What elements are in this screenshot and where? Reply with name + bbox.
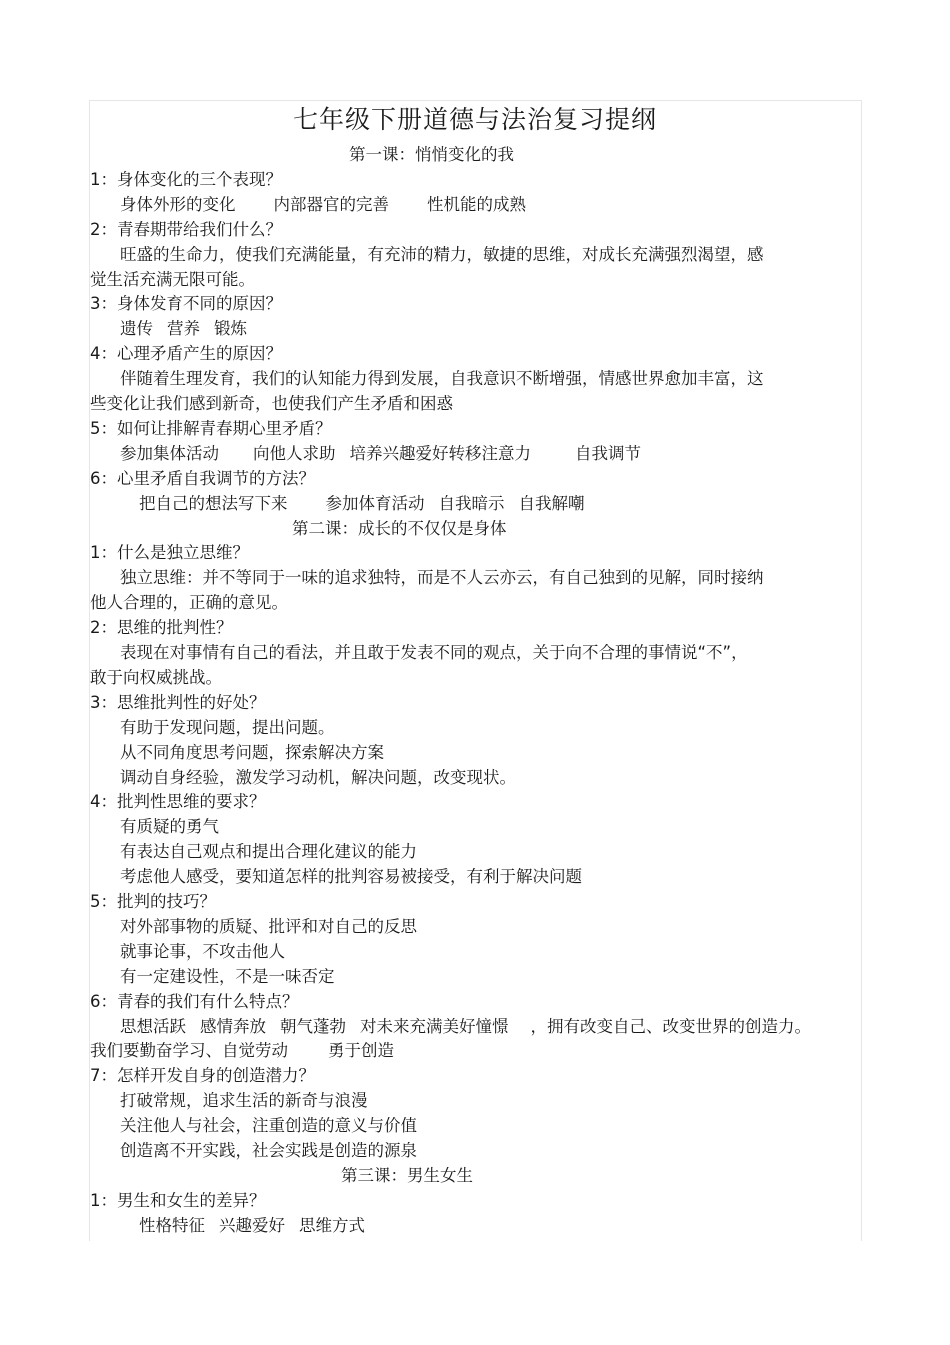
question: 3：思维批判性的好处？ — [90, 692, 266, 712]
answer-line — [120, 841, 417, 863]
question: 6：青春的我们有什么特点？ — [90, 991, 299, 1011]
answer-segment: 遗传 — [120, 319, 153, 339]
lesson-heading: 第二课：成长的不仅仅是身体 — [292, 518, 507, 538]
answer-segment: 营养 — [167, 319, 200, 339]
answer-segment: 表现在对事情有自己的看法，并且敢于发表不同的观点，关于向不合理的事情说“不”， — [120, 643, 748, 662]
answer-segment: 兴趣爱好 — [219, 1215, 285, 1235]
answer-segment: 我们要勤奋学习、自觉劳动 — [90, 1041, 288, 1061]
answer-line — [139, 1215, 365, 1237]
answer-segment: 觉生活充满无限可能。 — [90, 269, 255, 289]
answer-segment: 些变化让我们感到新奇，也使我们产生矛盾和困惑 — [90, 394, 453, 413]
question: 2：青春期带给我们什么？ — [90, 219, 282, 239]
question: 1：男生和女生的差异？ — [90, 1190, 266, 1210]
answer-line — [90, 1040, 394, 1062]
answer-line — [120, 244, 764, 266]
answer-segment: ，拥有改变自己、改变世界的创造力。 — [530, 1016, 811, 1036]
answer-line — [120, 717, 335, 739]
answer-line — [120, 1115, 417, 1137]
answer-line — [120, 368, 764, 390]
answer-segment: 有质疑的勇气 — [120, 817, 219, 837]
answer-segment: 伴随着生理发育，我们的认知能力得到发展，自我意识不断增强，情感世界愈加丰富，这 — [120, 369, 764, 389]
answer-segment: 自我调节 — [575, 443, 641, 463]
answer-line — [120, 742, 384, 764]
question: 6：心里矛盾自我调节的方法？ — [90, 468, 315, 488]
answer-segment: 身体外形的变化 — [120, 194, 236, 214]
answer-segment: 感情奔放 — [200, 1016, 266, 1036]
answer-line — [120, 567, 764, 589]
answer-line — [120, 767, 516, 789]
answer-line — [90, 592, 288, 614]
answer-segment: 勇于创造 — [328, 1041, 394, 1061]
answer-segment: 就事论事，不攻击他人 — [120, 941, 285, 961]
answer-line — [120, 1140, 417, 1162]
answer-segment: 有助于发现问题，提出问题。 — [120, 717, 335, 737]
answer-segment: 思想活跃 — [120, 1016, 186, 1036]
answer-line — [120, 941, 285, 963]
answer-line — [120, 916, 417, 938]
answer-segment: 有表达自己观点和提出合理化建议的能力 — [120, 842, 417, 862]
answer-line — [90, 667, 222, 689]
answer-line — [120, 1090, 368, 1112]
answer-segment: 自我暗示 — [438, 493, 505, 513]
answer-segment: 调动自身经验，激发学习动机，解决问题，改变现状。 — [120, 767, 516, 787]
answer-segment: 性机能的成熟 — [427, 194, 526, 214]
question: 5：批判的技巧？ — [90, 892, 216, 911]
answer-line — [120, 318, 247, 340]
answer-segment: 考虑他人感受，要知道怎样的批判容易被接受，有利于解决问题 — [120, 867, 582, 887]
answer-segment: 独立思维：并不等同于一味的追求独特，而是不人云亦云，有自己独到的见解，同时接纳 — [120, 568, 764, 588]
answer-segment: 有一定建设性，不是一味否定 — [120, 966, 335, 986]
answer-line — [120, 866, 582, 888]
lesson-heading: 第一课：悄悄变化的我 — [349, 145, 514, 164]
answer-segment: 锻炼 — [214, 319, 247, 339]
answer-segment: 对未来充满美好憧憬 — [360, 1016, 509, 1036]
question: 1：身体变化的三个表现？ — [90, 169, 282, 189]
answer-segment: 思维方式 — [299, 1215, 365, 1235]
answer-segment: 敢于向权威挑战。 — [90, 667, 222, 687]
answer-segment: 向他人求助 — [253, 443, 336, 463]
answer-line — [120, 194, 526, 216]
answer-segment: 把自己的想法写下来 — [139, 493, 288, 513]
answer-line — [120, 966, 335, 988]
answer-line — [139, 493, 585, 515]
answer-line — [120, 816, 219, 838]
question: 1：什么是独立思维？ — [90, 543, 249, 563]
answer-segment: 内部器官的完善 — [273, 194, 389, 214]
answer-line — [120, 642, 748, 664]
answer-segment: 旺盛的生命力，使我们充满能量，有充沛的精力，敏捷的思维，对成长充满强烈渴望，感 — [120, 244, 764, 264]
answer-segment: 创造离不开实践，社会实践是创造的源泉 — [120, 1141, 417, 1160]
answer-line — [120, 443, 641, 465]
question: 4：心理矛盾产生的原因？ — [90, 344, 282, 364]
answer-line — [120, 1016, 811, 1038]
document-title: 七年级下册道德与法治复习提纲 — [292, 105, 657, 134]
answer-segment: 从不同角度思考问题，探索解决方案 — [120, 742, 384, 762]
question: 5：如何让排解青春期心里矛盾？ — [90, 418, 332, 438]
answer-segment: 打破常规，追求生活的新奇与浪漫 — [120, 1091, 368, 1111]
answer-segment: 朝气蓬勃 — [280, 1016, 346, 1036]
answer-segment: 关注他人与社会，注重创造的意义与价值 — [120, 1116, 417, 1136]
question: 4：批判性思维的要求？ — [90, 792, 266, 812]
answer-segment: 培养兴趣爱好转移注意力 — [349, 443, 531, 463]
answer-segment: 性格特征 — [139, 1215, 205, 1235]
answer-segment: 对外部事物的质疑、批评和对自己的反思 — [120, 916, 417, 936]
lesson-heading: 第三课：男生女生 — [341, 1165, 473, 1185]
question: 2：思维的批判性？ — [90, 618, 233, 638]
question: 3：身体发育不同的原因？ — [90, 294, 282, 314]
answer-segment: 参加集体活动 — [120, 443, 219, 463]
answer-segment: 参加体育活动 — [325, 493, 425, 513]
answer-line — [90, 269, 255, 291]
answer-line — [90, 393, 453, 415]
answer-segment: 他人合理的，正确的意见。 — [90, 593, 288, 613]
question: 7：怎样开发自身的创造潜力？ — [90, 1066, 315, 1086]
answer-segment: 自我解嘲 — [518, 493, 585, 513]
